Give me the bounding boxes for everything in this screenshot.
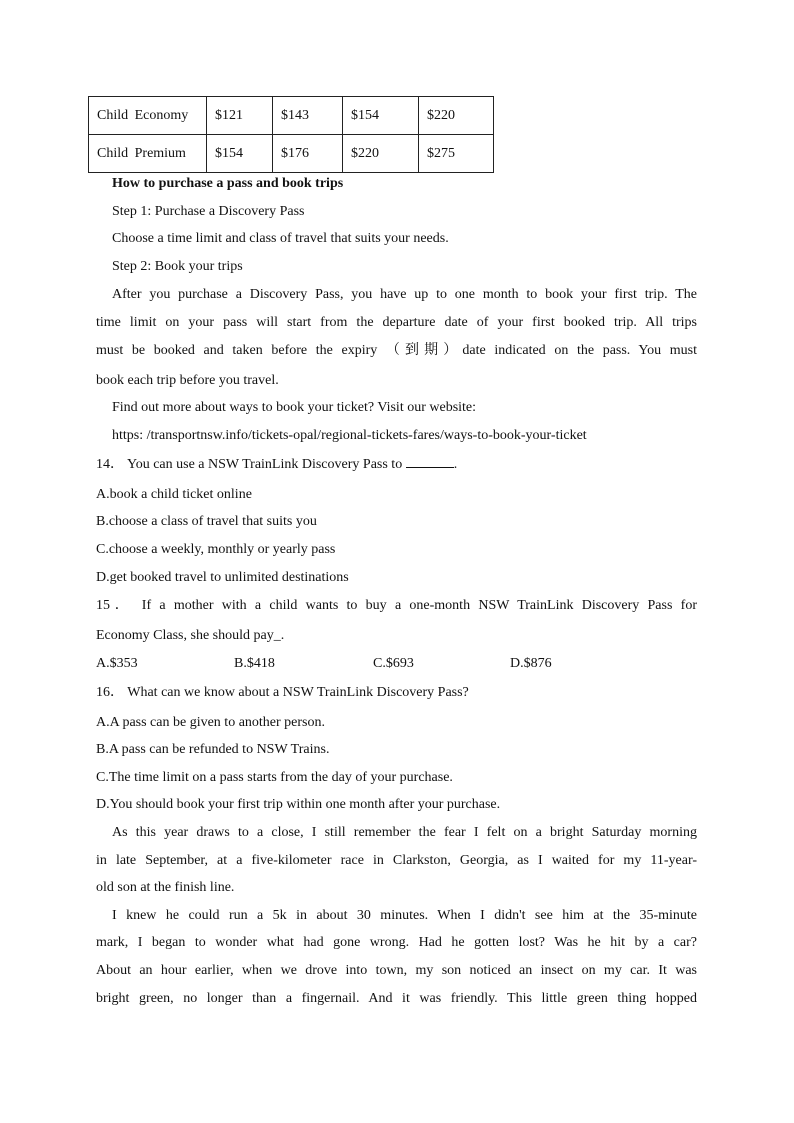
paragraph-line: As this year draws to a close, I still remember the fear I felt on a bright Saturday morning <box>112 825 697 840</box>
paragraph-line: Find out more about ways to book your ticket? Visit our website: <box>112 400 477 415</box>
answer-option: D.get booked travel to unlimited destinations <box>96 570 349 585</box>
paragraph-line: time limit on your pass will start from the departure date of your first booked trip. All trips <box>96 315 697 330</box>
paragraph-line: book each trip before you travel. <box>96 373 279 388</box>
step-title: Step 1: Purchase a Discovery Pass <box>112 204 305 219</box>
answer-option: C.choose a weekly, monthly or yearly pass <box>96 542 336 557</box>
table-cell: $275 <box>419 135 494 173</box>
answer-option: B.$418 <box>234 656 275 671</box>
answer-option: A.A pass can be given to another person. <box>96 715 325 730</box>
answer-option: A.book a child ticket online <box>96 487 252 502</box>
table-cell: $121 <box>207 97 273 135</box>
table-cell: $154 <box>207 135 273 173</box>
paragraph-line: bright green, no longer than a fingernail. And it was friendly. This little green thing hopped <box>96 991 697 1006</box>
paragraph-line: must be booked and taken before the expiry （到期）date indicated on the pass. You must <box>96 343 697 358</box>
paragraph-line: old son at the finish line. <box>96 880 235 895</box>
table-cell: Child Premium <box>89 135 207 173</box>
question-14-stem <box>96 455 697 475</box>
table-row <box>89 135 494 173</box>
answer-option: C.The time limit on a pass starts from the day of your purchase. <box>96 770 453 785</box>
table-cell: $220 <box>343 135 419 173</box>
step-text: Choose a time limit and class of travel that suits your needs. <box>112 231 449 246</box>
question-15-stem: 15． If a mother with a child wants to buy a one-month NSW TrainLink Discovery Pass for <box>96 598 697 613</box>
answer-option: C.$693 <box>373 656 414 671</box>
answer-option: D.You should book your first trip within one month after your purchase. <box>96 797 501 812</box>
fare-table <box>88 96 494 173</box>
paragraph-line: mark, I began to wonder what had gone wrong. Had he gotten lost? Was he hit by a car? <box>96 935 697 950</box>
answer-option: A.$353 <box>96 656 138 671</box>
paragraph-line: in late September, at a five-kilometer race in Clarkston, Georgia, as I waited for my 11-year- <box>96 853 697 868</box>
question-punctuation: . <box>453 457 458 472</box>
table-cell: Child Economy <box>89 97 207 135</box>
answer-option: D.$876 <box>510 656 552 671</box>
question-text: 14． You can use a NSW TrainLink Discovery Pass to <box>96 457 403 472</box>
table-cell: $220 <box>419 97 494 135</box>
question-16-stem: 16． What can we know about a NSW TrainLink Discovery Pass? <box>96 685 469 700</box>
table-cell: $143 <box>273 97 343 135</box>
step-title: Step 2: Book your trips <box>112 259 243 274</box>
paragraph-line: About an hour earlier, when we drove into town, my son noticed an insect on my car. It was <box>96 963 697 978</box>
table-row <box>89 97 494 135</box>
paragraph-line: After you purchase a Discovery Pass, you have up to one month to book your first trip. The <box>112 287 697 302</box>
section-heading: How to purchase a pass and book trips <box>112 176 344 191</box>
answer-option: B.choose a class of travel that suits you <box>96 514 317 529</box>
answer-blank <box>406 455 454 468</box>
table-cell: $176 <box>273 135 343 173</box>
website-url: https: /transportnsw.info/tickets-opal/regional-tickets-fares/ways-to-book-your-ticket <box>112 428 587 443</box>
answer-option: B.A pass can be refunded to NSW Trains. <box>96 742 330 757</box>
paragraph-line: I knew he could run a 5k in about 30 minutes. When I didn't see him at the 35-minute <box>112 908 697 923</box>
table-cell: $154 <box>343 97 419 135</box>
question-15-stem: Economy Class, she should pay_. <box>96 628 285 643</box>
